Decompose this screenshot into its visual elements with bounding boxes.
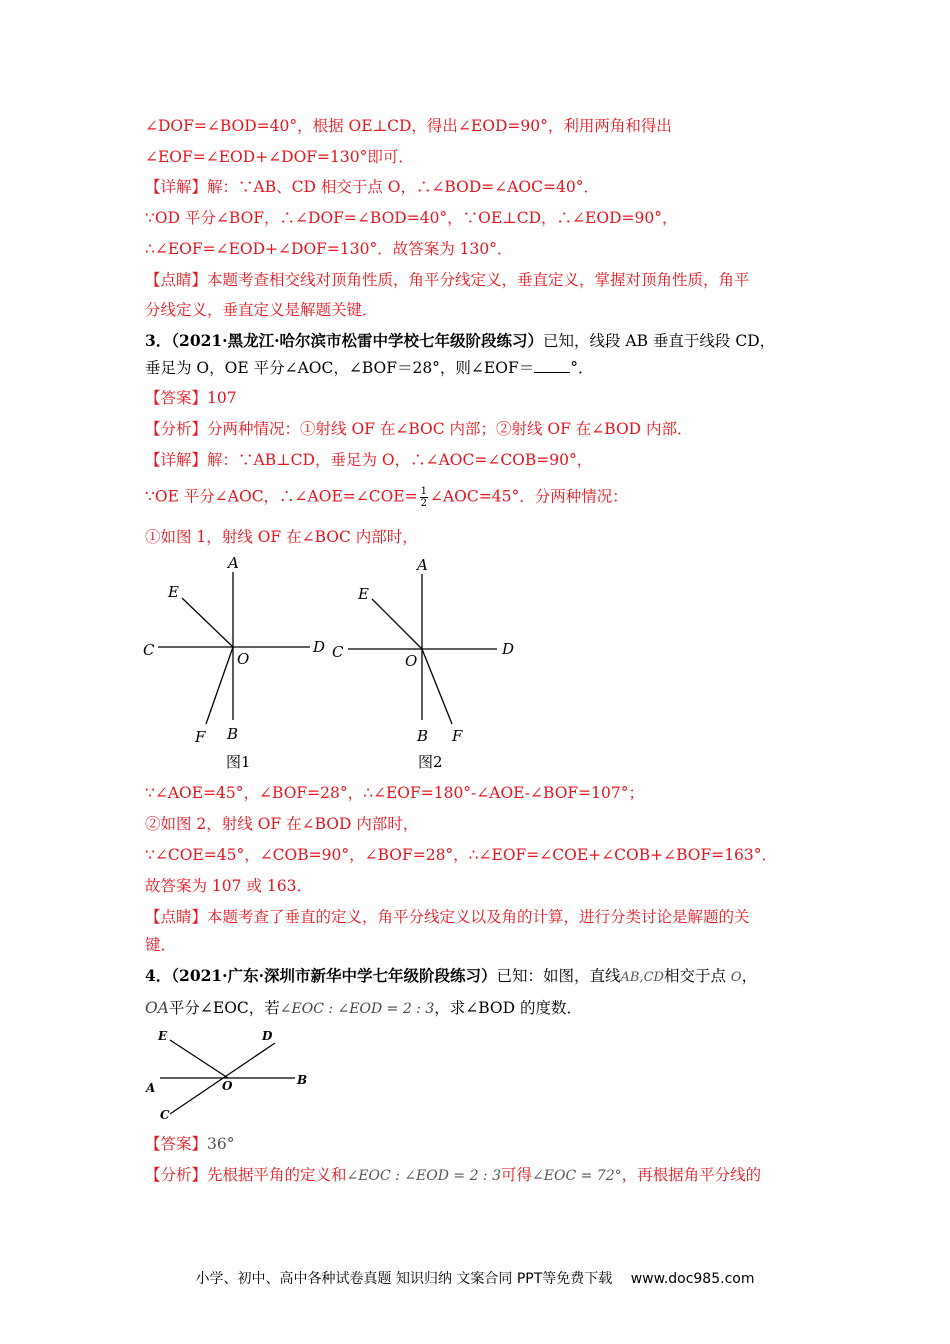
label-e: E: [168, 583, 179, 601]
detail-line: [145, 450, 592, 470]
text-span: 相交于点: [663, 967, 726, 985]
label-o: O: [222, 1079, 233, 1093]
math-ab-cd: AB,CD: [620, 970, 664, 985]
text-span: ，再根据角平分线的: [621, 1166, 762, 1184]
label-a: A: [228, 554, 239, 572]
question-4-stem: [145, 966, 757, 988]
figure-1: [143, 554, 325, 771]
text-line: [145, 270, 750, 290]
text-span: ，求∠BOD 的度数．: [434, 999, 582, 1017]
section-tag-comment: 【点睛】: [145, 908, 208, 926]
fraction-one-half: $\frac{1}{2}$: [420, 486, 427, 509]
ray-of: [422, 649, 452, 724]
figure-2: [332, 556, 514, 771]
text-line: [145, 177, 599, 197]
ray-oe: [182, 598, 233, 647]
case-2-line: ②如图 2，射线 OF 在∠BOD 内部时，: [145, 815, 419, 833]
comment-line: [145, 907, 750, 927]
text-line: ∠EOF=∠EOD+∠DOF=130°即可．: [145, 148, 414, 166]
label-d: D: [313, 638, 326, 656]
label-f: F: [195, 728, 206, 746]
text-span: 先根据平角的定义和: [207, 1166, 347, 1184]
math-ratio: ∠EOC : ∠EOD = 2 : 3: [346, 1168, 502, 1184]
question-4-stem-line2: [145, 998, 582, 1019]
figure-3: [140, 1026, 320, 1126]
text-line: ∴∠EOF=∠EOD+∠DOF=130°．故答案为 130°．: [145, 240, 513, 258]
answer-blank: [534, 358, 570, 373]
label-f: F: [452, 727, 463, 745]
label-c: C: [332, 643, 344, 661]
question-source: （2021·广东·深圳市新华中学七年级阶段练习）: [171, 966, 497, 985]
question-3-stem-line2: [145, 358, 593, 378]
question-number: 4．: [145, 966, 172, 985]
text-span: ∠AOC=45°．分两种情况：: [429, 487, 628, 506]
answer-value: 107: [207, 389, 237, 407]
section-tag-detail: 【详解】: [145, 451, 208, 469]
final-answer-line: 故答案为 107 或 163．: [145, 877, 312, 895]
ray-of: [206, 647, 233, 724]
text-span: 本题考查相交线对顶角性质，角平分线定义，垂直定义，掌握对顶角性质，角平: [207, 271, 750, 289]
text-span: 已知：如图，直线: [496, 967, 621, 985]
question-number: 3．: [145, 331, 172, 350]
label-d: D: [262, 1029, 273, 1043]
page-footer: 小学、初中、高中各种试卷真题 知识归纳 文案合同 PPT等免费下载 www.doc985.com: [195, 1271, 755, 1287]
ray-oe: [170, 1040, 228, 1078]
section-tag-comment: 【点睛】: [145, 271, 208, 289]
answer-line: [145, 1134, 235, 1154]
figure-1-caption: 图1: [226, 753, 251, 771]
label-b: B: [227, 725, 239, 743]
label-d: D: [502, 640, 515, 658]
label-o: O: [237, 650, 250, 668]
label-b: B: [297, 1073, 308, 1087]
figure-1-and-2: [140, 552, 530, 777]
section-tag-analysis: 【分析】: [145, 1166, 208, 1184]
text-span: 解：∵AB⊥CD，垂足为 O，∴∠AOC=∠COB=90°，: [207, 451, 593, 469]
text-span: 解：∵AB、CD 相交于点 O，∴∠BOD=∠AOC=40°．: [207, 178, 599, 196]
label-c: C: [143, 641, 155, 659]
comment-line: 键．: [145, 936, 177, 954]
text-span: 已知，线段 AB 垂直于线段 CD，: [542, 332, 776, 350]
text-span: 分两种情况：①射线 OF 在∠BOC 内部；②射线 OF 在∠BOD 内部．: [207, 420, 693, 438]
question-source: （2021·黑龙江·哈尔滨市松雷中学校七年级阶段练习）: [171, 331, 543, 350]
figure-2-caption: 图2: [418, 753, 443, 771]
case-1-line: ①如图 1，射线 OF 在∠BOC 内部时，: [145, 528, 418, 546]
answer-line: [145, 388, 237, 408]
text-span: ∵OE 平分∠AOC，∴∠AOE=∠COE=: [145, 487, 418, 506]
math-o: O: [730, 970, 742, 985]
question-3-stem: [145, 331, 775, 351]
math-oa: OA: [145, 999, 169, 1017]
label-b: B: [417, 727, 429, 745]
text-span: °．: [570, 359, 594, 377]
text-line: 分线定义，垂直定义是解题关键．: [145, 301, 378, 319]
section-tag-answer: 【答案】: [145, 1135, 208, 1153]
analysis-line: [145, 1165, 761, 1186]
label-a: A: [146, 1081, 156, 1095]
text-span: 可得: [501, 1166, 533, 1184]
label-a: A: [417, 556, 428, 574]
ray-oe: [372, 599, 422, 649]
analysis-line: [145, 419, 693, 439]
section-tag-detail: 【详解】: [145, 178, 208, 196]
case-2-calc: ∵∠COE=45°，∠COB=90°，∠BOF=28°，∴∠EOF=∠COE+∠COB+∠BOF=163°．: [145, 846, 778, 864]
section-tag-analysis: 【分析】: [145, 420, 208, 438]
text-line: ∵OD 平分∠BOF，∴∠DOF=∠BOD=40°，∵OE⊥CD，∴∠EOD=90°，: [145, 209, 678, 227]
label-e: E: [158, 1029, 168, 1043]
section-tag-answer: 【答案】: [145, 389, 208, 407]
text-span: 本题考查了垂直的定义，角平分线定义以及角的计算，进行分类讨论是解题的关: [207, 908, 750, 926]
answer-value: 36°: [207, 1135, 235, 1153]
text-span: 平分∠EOC，若: [168, 999, 280, 1017]
label-e: E: [358, 585, 369, 603]
text-span: 垂足为 O，OE 平分∠AOC，∠BOF＝28°，则∠EOF＝: [145, 359, 535, 377]
case-1-calc: ∵∠AOE=45°，∠BOF=28°，∴∠EOF=180°-∠AOE-∠BOF=107°；: [145, 784, 644, 802]
math-angle: ∠EOC = 72°: [532, 1168, 622, 1184]
label-o: O: [405, 652, 418, 670]
detail-line: [145, 486, 628, 509]
label-c: C: [160, 1108, 170, 1122]
text-line: ∠DOF=∠BOD=40°，根据 OE⊥CD，得出∠EOD=90°，利用两角和得出: [145, 117, 672, 135]
text-span: ，: [741, 967, 758, 985]
math-ratio: ∠EOC : ∠EOD = 2 : 3: [279, 1001, 435, 1017]
